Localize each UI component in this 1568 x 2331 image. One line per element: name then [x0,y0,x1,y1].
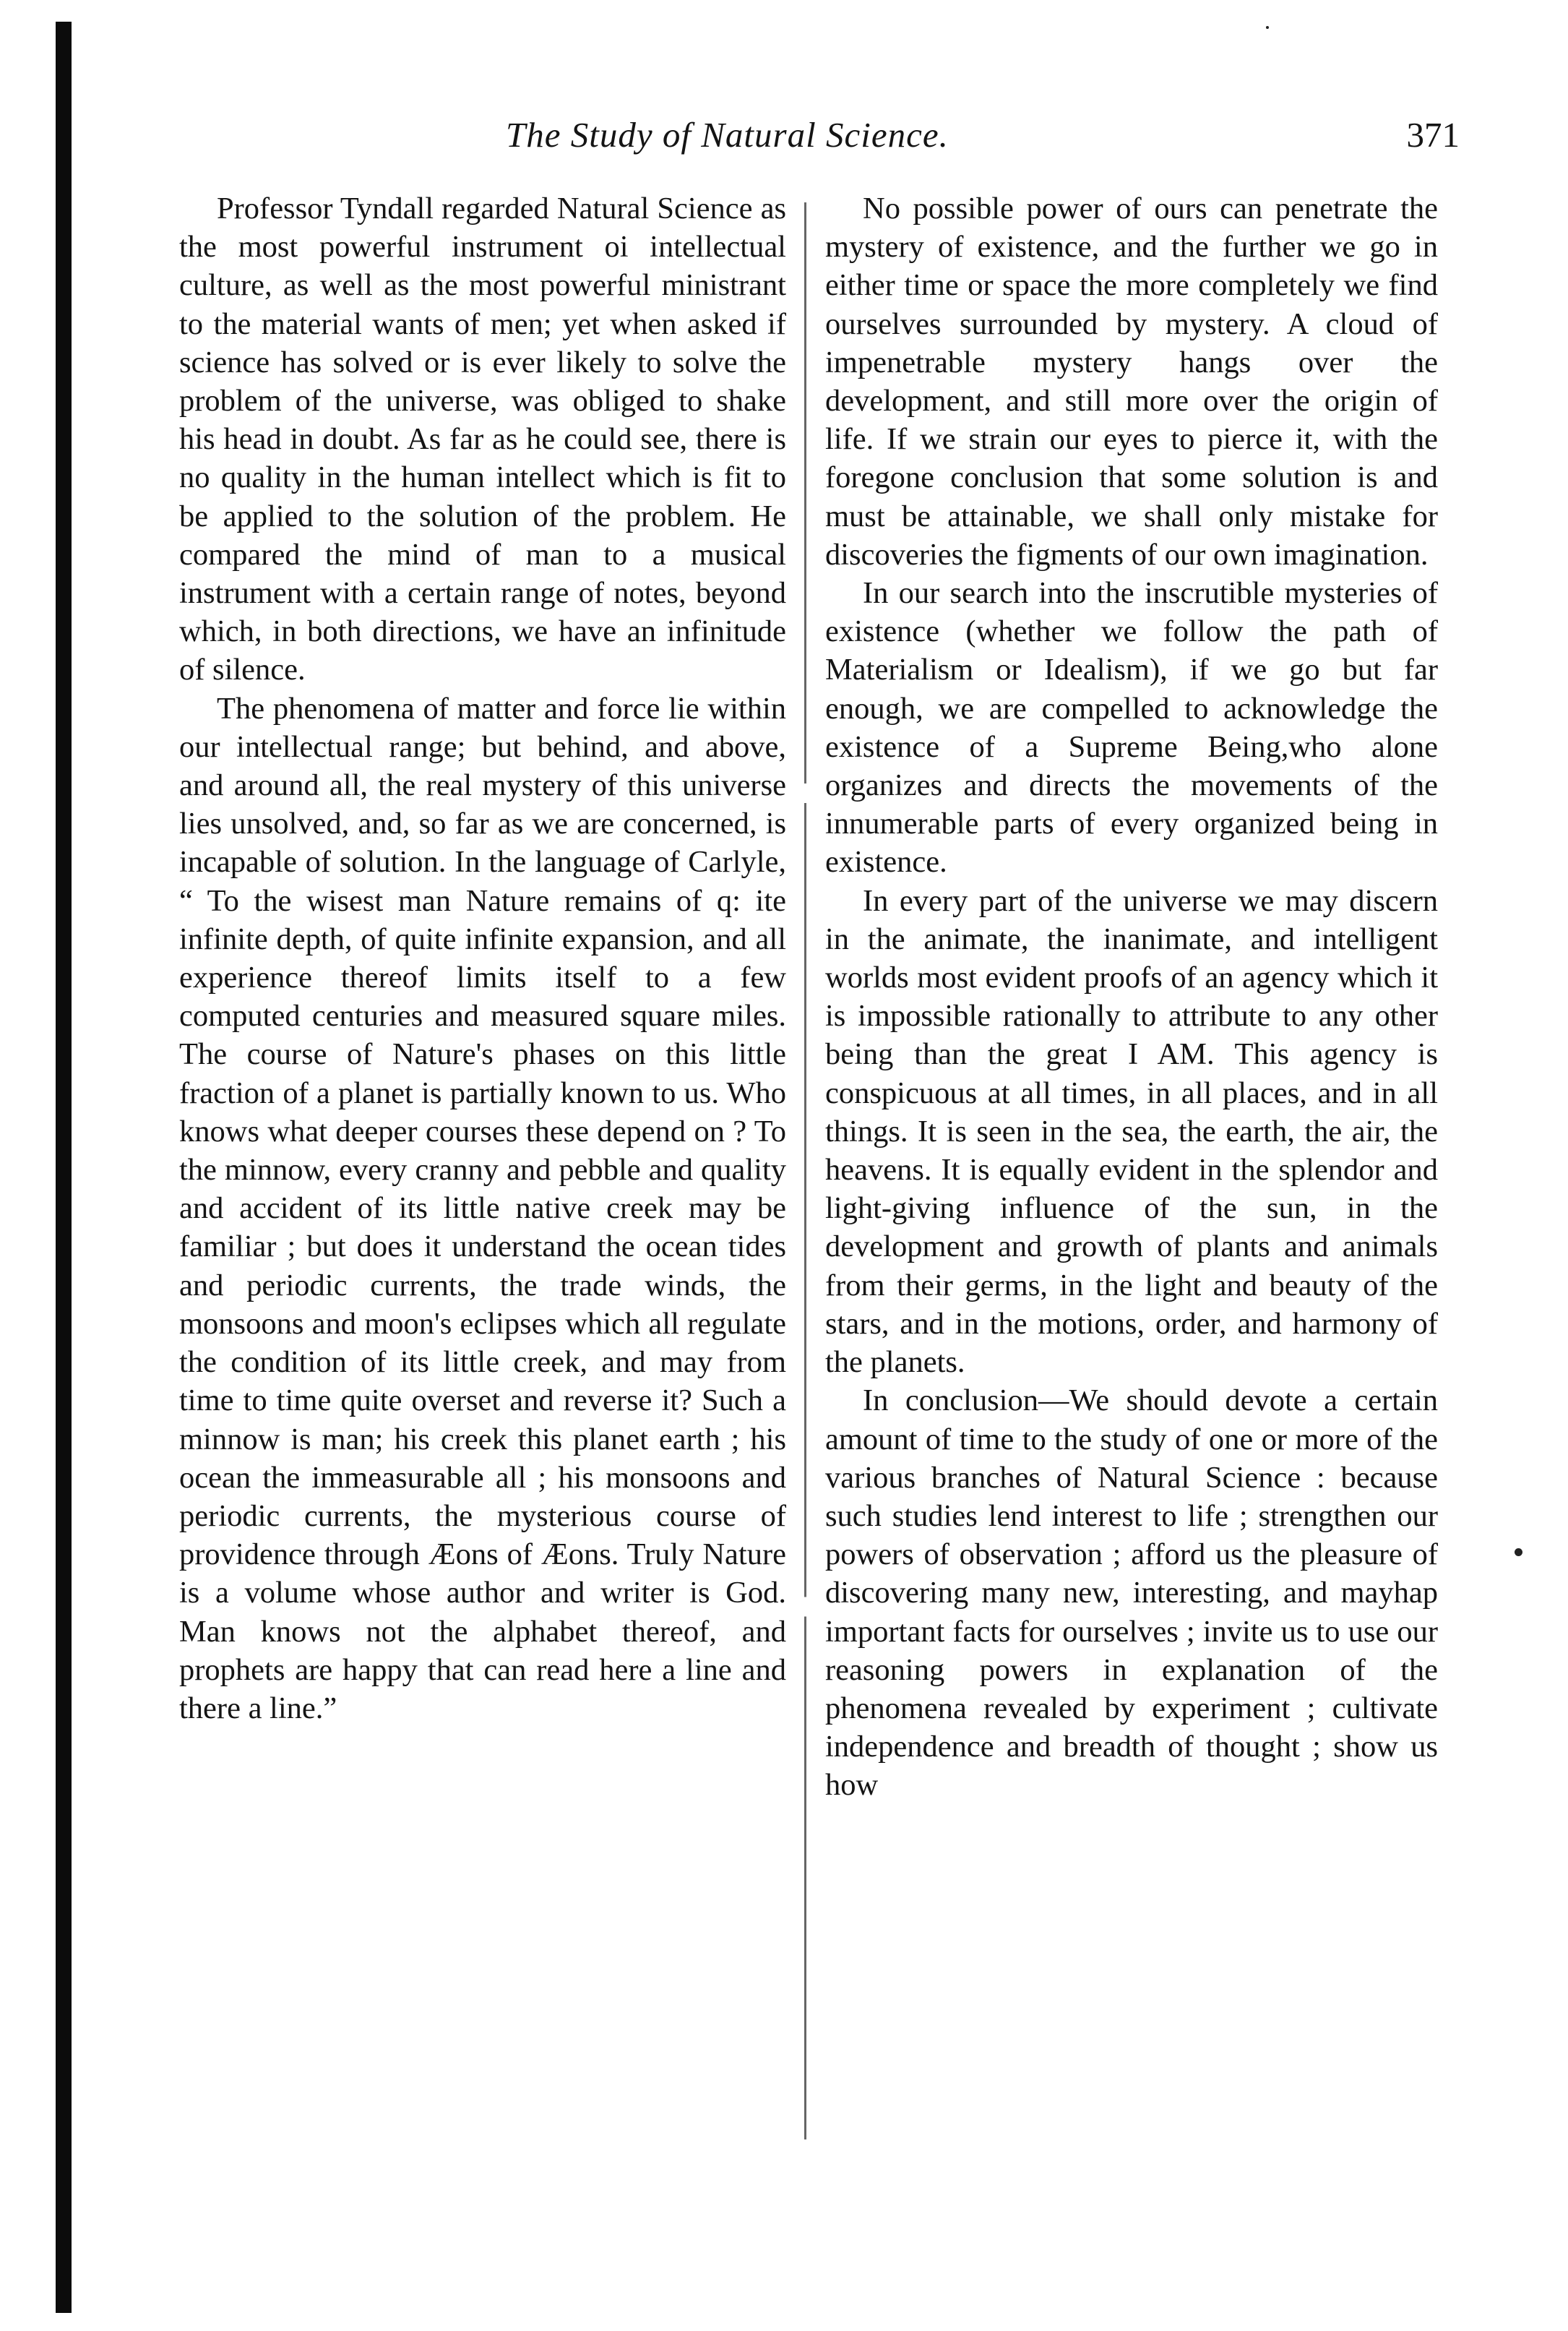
paragraph: The phenomena of matter and force lie within our intellectual range; but behind, and above, and around all, the real mystery of this universe lies unsolved, and, so far as we are concerned, is incapable of solution. In the language of Carlyle, “ To the wisest man Nature remains of q: ite infinite depth, of quite infinite expansion, and all experience thereof limits itself to a few computed centuries and measured square miles. The course of Nature's phases on this little fraction of a planet is partially known to us. Who knows what deeper courses these depend on ? To the minnow, every cranny and pebble and quality and accident of its little native creek may be familiar ; but does it understand the ocean tides and periodic currents, the trade winds, the monsoons and moon's eclipses which all regulate the condition of its little creek, and may from time to time quite overset and reverse it? Such a minnow is man; his creek this planet earth ; his ocean the immeasurable all ; his monsoons and periodic currents, the mysterious course of providence through Æons of Æons. Truly Nature is a volume whose author and writer is God. Man knows not the alphabet thereof, and prophets are happy that can read here a line and there a line.” [179,691,786,1725]
running-title: The Study of Natural Science. [506,115,949,155]
paragraph: In conclusion—We should devote a certain amount of time to the study of one or more of the various branches of Natural Science : because such studies lend interest to life ; strengthen our powers of observation ; afford us the pleasure of discovering many new, interesting, and mayhap important facts for ourselves ; invite us to use our reasoning powers in explanation of the phenomena revealed by experiment ; cultivate independence and breadth of thought ; show us how [825,1383,1438,1803]
print-speck [1515,1548,1522,1556]
paragraph: No possible power of ours can penetrate the mystery of existence, and the further we go in either time or space the more completely we find ourselves surrounded by mystery. A cloud of impenetrable mystery hangs over the development, and still more over the origin of life. If we strain our eyes to pierce it, with the foregone conclusion that some solution is and must be attainable, we shall only mistake for discoveries the figments of our own imagination. [825,192,1438,572]
page-number: 371 [1406,115,1460,155]
paragraph: In our search into the inscrutible mysteries of existence (whether we follow the path of Materialism or Idealism), if we go but far enough, we are compelled to acknowledge the existence of a Supreme Being,who alone organizes and directs the movements of the innumerable parts of every organized being in existence. [825,576,1438,880]
column-divider [804,202,806,2139]
paragraph: Professor Tyndall regarded Natural Science as the most powerful instrument oi intellectual culture, as well as the most powerful ministrant to the material wants of men; yet when asked if science has solved or is ever likely to solve the problem of the universe, was obliged to shake his head in doubt. As far as he could see, there is no quality in the human intellect which is fit to be applied to the solution of the problem. He compared the mind of man to a musical instrument with a certain range of notes, beyond which, in both directions, we have an infinitude of silence. [179,192,786,687]
paragraph: In every part of the universe we may discern in the animate, the inanimate, and intelligent worlds most evident proofs of an agency which it is impossible rationally to attribute to any other being than the great I AM. This agency is conspicuous at all times, in all places, and in all things. It is seen in the sea, the earth, the air, the heavens. It is equally evident in the splendor and light-giving influence of the sun, in the development and growth of plants and animals from their germs, in the light and beauty of the stars, and in the motions, order, and harmony of the planets. [825,883,1438,1380]
print-speck [1266,26,1269,29]
right-column [825,189,1438,1805]
page-header [506,114,1460,172]
binding-edge [56,22,72,2313]
left-column [179,189,786,1727]
